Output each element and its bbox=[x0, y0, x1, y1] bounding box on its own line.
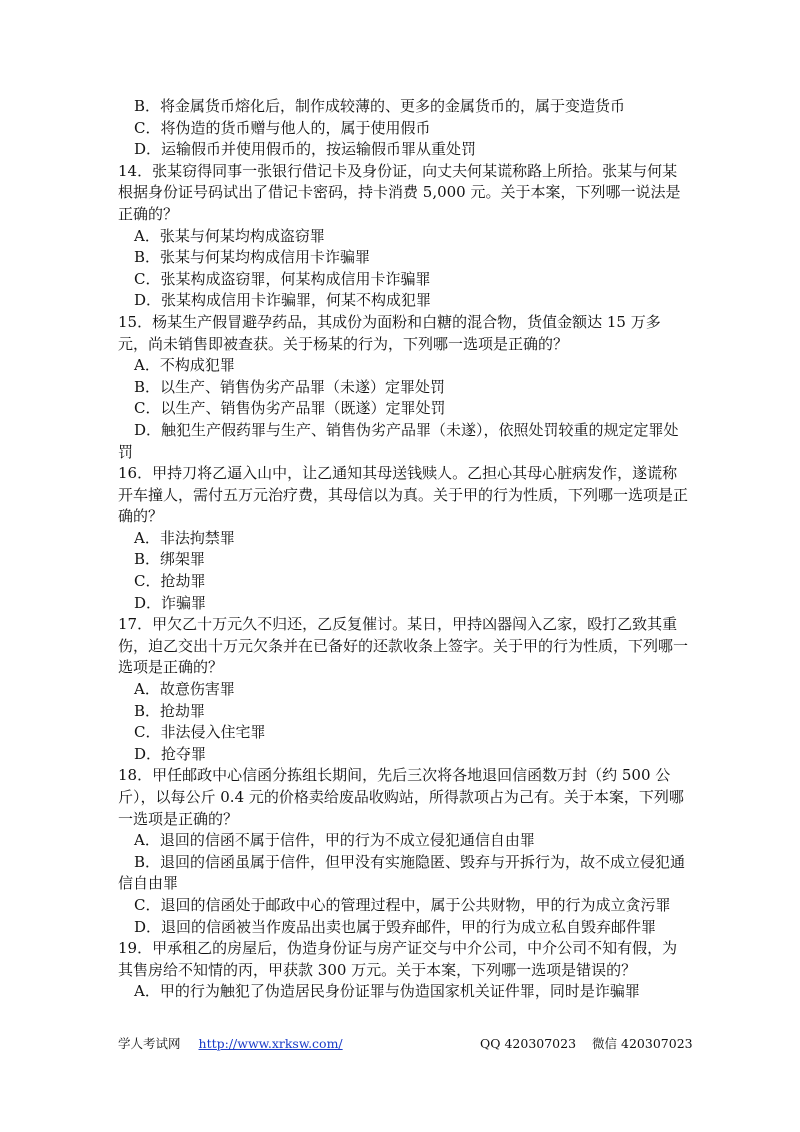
answer-option: C．退回的信函处于邮政中心的管理过程中，属于公共财物，甲的行为成立贪污罪 bbox=[134, 895, 671, 914]
answer-option: D．运输假币并使用假币的，按运输假币罪从重处罚 bbox=[134, 140, 477, 159]
exam-content bbox=[118, 96, 688, 1003]
answer-option: A．非法拘禁罪 bbox=[134, 528, 235, 547]
answer-option: C．以生产、销售伪劣产品罪（既遂）定罪处罚 bbox=[134, 399, 446, 418]
answer-option: A．退回的信函不属于信件，甲的行为不成立侵犯通信自由罪 bbox=[134, 831, 535, 850]
answer-option: B．将金属货币熔化后，制作成较薄的、更多的金属货币的，属于变造货币 bbox=[134, 97, 626, 115]
question-stem: 14．张某窃得同事一张银行借记卡及身份证，向丈夫何某谎称路上所拾。张某与何某根据身份证号码试出了借记卡密码，持卡消费 5,000 元。关于本案，下列哪一说法是正确的？ bbox=[118, 161, 681, 223]
answer-option: A．故意伤害罪 bbox=[134, 680, 235, 699]
answer-option: D．退回的信函被当作废品出卖也属于毁弃邮件，甲的行为成立私自毁弃邮件罪 bbox=[134, 917, 657, 936]
answer-option: C．抢劫罪 bbox=[134, 572, 206, 591]
question-stem: 15．杨某生产假冒避孕药品，其成份为面粉和白糖的混合物，货值金额达 15 万多元，尚未销售即被查获。关于杨某的行为，下列哪一选项是正确的？ bbox=[118, 312, 661, 353]
footer-wechat: 微信 420307023 bbox=[592, 1036, 693, 1051]
answer-option: A．不构成犯罪 bbox=[134, 356, 235, 375]
answer-option: B．张某与何某均构成信用卡诈骗罪 bbox=[134, 248, 371, 267]
answer-option: B．以生产、销售伪劣产品罪（未遂）定罪处罚 bbox=[134, 377, 446, 396]
footer-site-name: 学人考试网 bbox=[118, 1036, 181, 1051]
answer-option: A．张某与何某均构成盗窃罪 bbox=[134, 226, 325, 245]
question-stem: 18．甲任邮政中心信函分拣组长期间，先后三次将各地退回信函数万封（约 500 公斤），以每公斤 0.4 元的价格卖给废品收购站，所得款项占为己有。关于本案，下列哪一选项是正确的？ bbox=[118, 766, 684, 828]
answer-option: D．触犯生产假药罪与生产、销售伪劣产品罪（未遂），依照处罚较重的规定定罪处罚 bbox=[118, 420, 679, 461]
answer-option: C．将伪造的货币赠与他人的，属于使用假币 bbox=[134, 118, 431, 137]
footer-site bbox=[118, 1036, 343, 1052]
answer-option: B．绑架罪 bbox=[134, 550, 206, 569]
answer-option: D．诈骗罪 bbox=[134, 593, 207, 612]
answer-option: C．张某构成盗窃罪，何某构成信用卡诈骗罪 bbox=[134, 269, 431, 288]
answer-option: C．非法侵入住宅罪 bbox=[134, 723, 266, 742]
question-stem: 17．甲欠乙十万元久不归还，乙反复催讨。某日，甲持凶器闯入乙家，殴打乙致其重伤，迫乙交出十万元欠条并在已备好的还款收条上签字。关于甲的行为性质，下列哪一选项是正确的？ bbox=[118, 615, 689, 677]
footer-contact bbox=[480, 1036, 693, 1052]
question-stem: 19．甲承租乙的房屋后，伪造身份证与房产证交与中介公司，中介公司不知有假，为其售房给不知情的丙，甲获款 300 万元。关于本案，下列哪一选项是错误的？ bbox=[118, 939, 678, 979]
answer-option: B．退回的信函虽属于信件，但甲没有实施隐匿、毁弃与开拆行为，故不成立侵犯通信自由罪 bbox=[118, 852, 686, 893]
answer-option: D．抢夺罪 bbox=[134, 744, 207, 763]
question-stem: 16．甲持刀将乙逼入山中，让乙通知其母送钱赎人。乙担心其母心脏病发作，遂谎称开车撞人，需付五万元治疗费，其母信以为真。关于甲的行为性质，下列哪一选项是正确的？ bbox=[118, 464, 689, 526]
answer-option: B．抢劫罪 bbox=[134, 701, 206, 720]
footer-qq: QQ 420307023 bbox=[480, 1036, 577, 1051]
answer-option: A．甲的行为触犯了伪造居民身份证罪与伪造国家机关证件罪，同时是诈骗罪 bbox=[134, 982, 640, 1001]
footer-site-link[interactable]: http://www.xrksw.com/ bbox=[198, 1036, 343, 1051]
answer-option: D．张某构成信用卡诈骗罪，何某不构成犯罪 bbox=[134, 291, 432, 310]
